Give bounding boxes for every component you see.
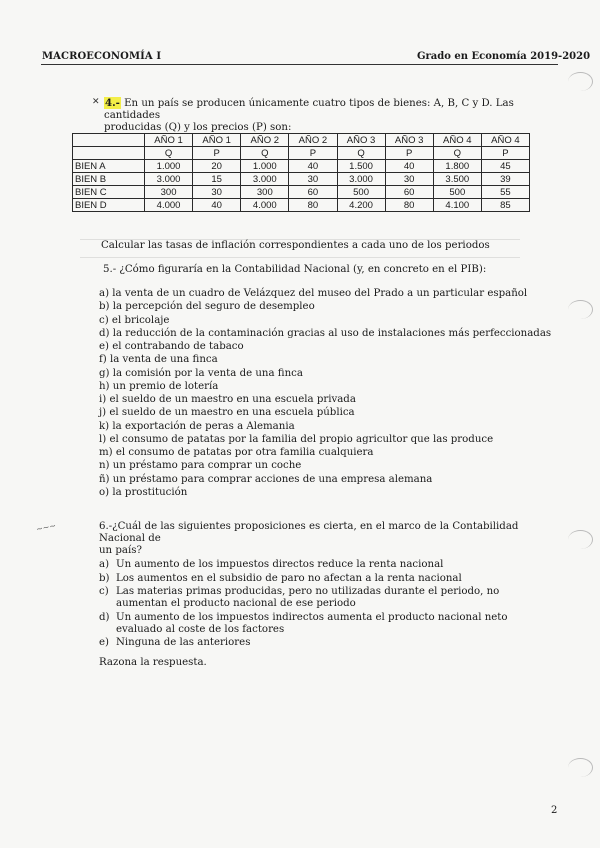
table-row	[73, 186, 530, 199]
question-5-option: k) la exportación de peras a Alemania	[99, 420, 295, 432]
table-year-header: AÑO 3	[385, 134, 433, 147]
table-cell: 3.000	[337, 173, 385, 186]
quantities-prices-table	[72, 133, 530, 212]
table-cell: 300	[145, 186, 193, 199]
table-year-header: AÑO 4	[433, 134, 481, 147]
question-5-option: h) un premio de lotería	[99, 380, 219, 392]
table-cell: 300	[241, 186, 289, 199]
table-cell: 15	[193, 173, 241, 186]
table-year-header: AÑO 3	[337, 134, 385, 147]
page-number: 2	[551, 805, 558, 816]
table-cell: 3.500	[433, 173, 481, 186]
table-cell: 60	[385, 186, 433, 199]
table-cell: 60	[289, 186, 337, 199]
question-5-option: g) la comisión por la venta de una finca	[99, 367, 303, 379]
question-5-option: ñ) un préstamo para comprar acciones de una empresa alemana	[99, 473, 433, 485]
table-corner	[73, 147, 145, 160]
question-4-instruction: Calcular las tasas de inflación correspondientes a cada uno de los periodos	[101, 240, 490, 251]
question-5-option: a) la venta de un cuadro de Velázquez del museo del Prado a un particular español	[99, 288, 528, 299]
table-row-label: BIEN A	[73, 160, 145, 173]
table-row	[73, 199, 530, 212]
punch-mark	[568, 530, 593, 549]
table-cell: 4.100	[433, 199, 481, 212]
question-6-option-letter: a)	[99, 559, 110, 570]
table-cell: 20	[193, 160, 241, 173]
question-6-title	[99, 521, 539, 557]
question-5-option: d) la reducción de la contaminación gracias al uso de instalaciones más perfeccionadas	[99, 327, 552, 339]
table-unit-header: P	[289, 147, 337, 160]
question-4-text-line1: En un país se producen únicamente cuatro tipos de bienes: A, B, C y D. Las cantidades	[104, 98, 514, 121]
punch-mark	[568, 72, 593, 91]
table-unit-header: P	[193, 147, 241, 160]
table-cell: 1.000	[145, 160, 193, 173]
degree-title: Grado en Economía 2019-2020	[417, 51, 591, 62]
course-title: MACROECONOMÍA I	[42, 51, 162, 62]
table-row-label: BIEN D	[73, 199, 145, 212]
question-6-option-text: Las materias primas producidas, pero no utilizadas durante el periodo, no	[116, 586, 500, 597]
table-cell: 80	[289, 199, 337, 212]
table-unit-header: Q	[337, 147, 385, 160]
question-4-heading	[104, 97, 544, 134]
question-5-option: i) el sueldo de un maestro en una escuela privada	[99, 394, 356, 405]
table-cell: 4.000	[241, 199, 289, 212]
table-cell: 4.000	[145, 199, 193, 212]
table-year-header: AÑO 2	[289, 134, 337, 147]
question-6-option-text: aumentan el producto nacional de ese periodo	[116, 598, 356, 609]
question-5-option: j) el sueldo de un maestro en una escuela pública	[99, 407, 355, 419]
table-cell: 3.000	[145, 173, 193, 186]
punch-mark	[568, 758, 593, 777]
question-6-closing: Razona la respuesta.	[99, 657, 207, 668]
question-5-title: 5.- ¿Cómo figuraría en la Contabilidad Nacional (y, en concreto en el PIB):	[103, 264, 487, 275]
question-6-option-text: Un aumento de los impuestos directos reduce la renta nacional	[116, 559, 444, 570]
table-row	[73, 173, 530, 186]
table-cell: 30	[193, 186, 241, 199]
question-6-option-letter: d)	[99, 611, 110, 623]
table-cell: 1.800	[433, 160, 481, 173]
table-row-label: BIEN C	[73, 186, 145, 199]
table-cell: 500	[433, 186, 481, 199]
table-cell: 4.200	[337, 199, 385, 212]
question-5-option: f) la venta de una finca	[99, 354, 218, 366]
table-cell: 40	[385, 160, 433, 173]
table-cell: 39	[481, 173, 529, 186]
table-cell: 80	[385, 199, 433, 212]
table-header-years	[73, 134, 530, 147]
table-unit-header: Q	[433, 147, 481, 160]
table-cell: 40	[289, 160, 337, 173]
table-row-label: BIEN B	[73, 173, 145, 186]
question-6-option-letter: c)	[99, 586, 109, 597]
question-5-option: c) el bricolaje	[99, 314, 170, 326]
header-rule	[41, 64, 558, 65]
table-year-header: AÑO 4	[481, 134, 529, 147]
table-cell: 85	[481, 199, 529, 212]
table-row	[73, 160, 530, 173]
table-cell: 30	[289, 173, 337, 186]
question-6-option-text: Los aumentos en el subsidio de paro no afectan a la renta nacional	[116, 572, 462, 584]
table-unit-header: P	[385, 147, 433, 160]
question-5-option: n) un préstamo para comprar un coche	[99, 460, 302, 472]
question-6-option-letter: b)	[99, 572, 110, 584]
question-6-title-line1: 6.-¿Cuál de las siguientes proposiciones es cierta, en el marco de la Contabilidad Nacional de	[99, 521, 519, 544]
question-6-option-text: Un aumento de los impuestos indirectos aumenta el producto nacional neto	[116, 611, 508, 623]
punch-mark	[568, 300, 593, 319]
question-6-title-line2: un país?	[99, 545, 142, 556]
table-unit-header: Q	[145, 147, 193, 160]
table-unit-header: P	[481, 147, 529, 160]
question-4-number: 4.-	[105, 97, 120, 109]
table-cell: 500	[337, 186, 385, 199]
table-year-header: AÑO 1	[193, 134, 241, 147]
question-5-option: b) la percepción del seguro de desempleo	[99, 301, 315, 313]
table-unit-header: Q	[241, 147, 289, 160]
table-cell: 40	[193, 199, 241, 212]
question-6-option-letter: e)	[99, 637, 110, 648]
question-5-option: o) la prostitución	[99, 486, 188, 498]
handwritten-note: ~~~	[35, 521, 57, 534]
check-mark: ✕	[92, 97, 100, 107]
table-corner	[73, 134, 145, 147]
question-4-text-line2: producidas (Q) y los precios (P) son:	[104, 122, 292, 133]
table-year-header: AÑO 2	[241, 134, 289, 147]
table-cell: 1.500	[337, 160, 385, 173]
question-5-option: m) el consumo de patatas por otra familia cualquiera	[99, 447, 374, 458]
table-cell: 30	[385, 173, 433, 186]
table-cell: 45	[481, 160, 529, 173]
question-6-option-text: Ninguna de las anteriores	[116, 637, 251, 648]
question-5-option: e) el contrabando de tabaco	[99, 341, 244, 352]
table-cell: 3.000	[241, 173, 289, 186]
question-5-option: l) el consumo de patatas por la familia del propio agricultor que las produce	[99, 433, 494, 445]
table-header-units	[73, 147, 530, 160]
table-cell: 55	[481, 186, 529, 199]
table-year-header: AÑO 1	[145, 134, 193, 147]
question-6-option-text: evaluado al coste de los factores	[116, 623, 285, 635]
table-cell: 1.000	[241, 160, 289, 173]
